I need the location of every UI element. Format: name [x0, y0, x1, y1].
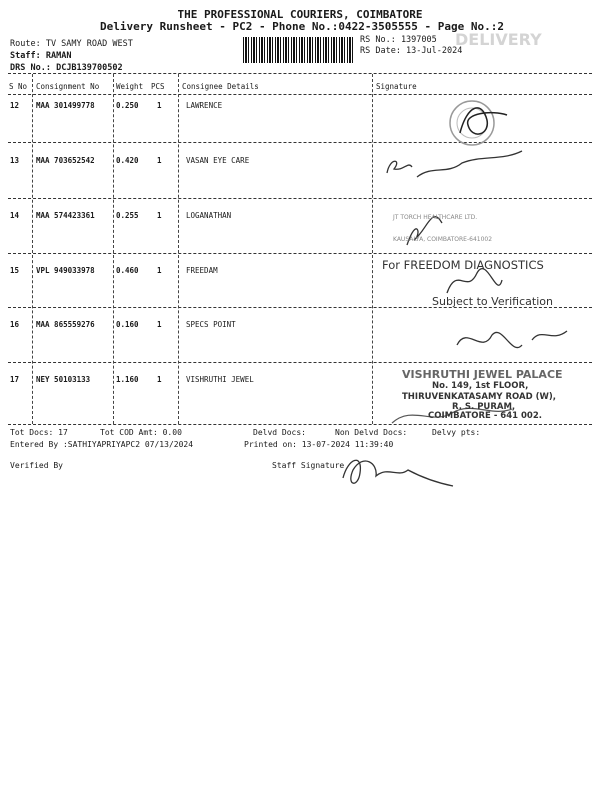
non-delvd-docs: Non Delvd Docs:: [335, 428, 408, 437]
col-header-consignment: Consignment No: [36, 82, 100, 91]
row-pcs: 1: [157, 266, 162, 275]
row-consignment: VPL 949033978: [36, 266, 95, 275]
row-sno: 17: [10, 375, 20, 384]
row-consignee: VASAN EYE CARE: [186, 156, 250, 165]
drs-label: DRS No.:: [10, 63, 51, 73]
row-consignment: MAA 301499778: [36, 101, 95, 110]
jewel-stamp-line: No. 149, 1st FLOOR,: [432, 381, 529, 391]
staff-value: RAMAN: [45, 51, 72, 61]
entered-by: Entered By :SATHIYAPRIYAPC2 07/13/2024: [10, 440, 194, 449]
runsheet-title: Delivery Runsheet - PC2 - Phone No.:0422-3505555 - Page No.:2: [100, 20, 504, 33]
signature-scribble: [460, 108, 507, 134]
row-pcs: 1: [157, 375, 162, 384]
row-consignee: SPECS POINT: [186, 320, 236, 329]
col-header-consignee: Consignee Details: [182, 82, 259, 91]
row-consignment: NEY 50103133: [36, 375, 91, 384]
column-divider: [32, 74, 33, 424]
staff-row: [10, 51, 71, 61]
column-divider: [113, 74, 114, 424]
row-sno: 13: [10, 156, 20, 165]
row-pcs: 1: [157, 156, 162, 165]
faint-stamp-line: KAUSALYA, COIMBATORE-641002: [393, 236, 493, 243]
jewel-stamp-line: THIRUVENKATASAMY ROAD (W),: [402, 392, 557, 402]
tot-docs: Tot Docs: 17: [10, 428, 68, 437]
company-title: THE PROFESSIONAL COURIERS, COIMBATORE: [177, 8, 423, 21]
jewel-stamp-title: VISHRUTHI JEWEL PALACE: [402, 368, 563, 381]
row-weight: 0.160: [116, 320, 139, 329]
row-consignee: FREEDAM: [186, 266, 218, 275]
header-top-rule: [8, 73, 592, 74]
row-consignee: LOGANATHAN: [186, 211, 232, 220]
row-weight: 0.250: [116, 101, 139, 110]
row-consignee: LAWRENCE: [186, 101, 223, 110]
freedom-stamp-title: For FREEDOM DIAGNOSTICS: [382, 258, 544, 272]
col-header-signature: Signature: [376, 82, 417, 91]
row-sno: 12: [10, 101, 20, 110]
row-weight: 1.160: [116, 375, 139, 384]
tot-cod-amt: Tot COD Amt: 0.00: [100, 428, 182, 437]
signature-scribble: [387, 151, 522, 177]
drs-row: [10, 63, 123, 73]
column-divider: [178, 74, 179, 424]
row-consignee: VISHRUTHI JEWEL: [186, 375, 254, 384]
jewel-stamp-line: COIMBATORE - 641 002.: [428, 411, 542, 421]
row-consignment: MAA 574423361: [36, 211, 95, 220]
row-pcs: 1: [157, 211, 162, 220]
verified-by: Verified By: [10, 461, 63, 470]
row-sno: 16: [10, 320, 20, 329]
col-header-pcs: PCS: [151, 82, 165, 91]
rs-number: RS No.: 1397005: [360, 35, 437, 45]
rs-date: RS Date: 13-Jul-2024: [360, 46, 463, 56]
staff-label: Staff:: [10, 51, 41, 61]
drs-value: DCJB139700502: [56, 63, 123, 73]
row-weight: 0.255: [116, 211, 139, 220]
row-sno: 14: [10, 211, 20, 220]
staff-signature-label: Staff Signature: [272, 461, 345, 470]
row-pcs: 1: [157, 320, 162, 329]
signature-scribble: [457, 331, 567, 348]
barcode: [243, 37, 355, 63]
route-text: Route: TV SAMY ROAD WEST: [10, 39, 133, 49]
row-consignment: MAA 703652542: [36, 156, 95, 165]
row-weight: 0.460: [116, 266, 139, 275]
row-sno: 15: [10, 266, 20, 275]
row-pcs: 1: [157, 101, 162, 110]
jewel-stamp-line: R. S. PURAM,: [452, 402, 516, 412]
col-header-sno: S No: [9, 82, 28, 91]
delvd-docs: Delvd Docs:: [253, 428, 306, 437]
col-header-weight: Weight: [116, 82, 144, 91]
row-weight: 0.420: [116, 156, 139, 165]
freedom-stamp-subtitle: Subject to Verification: [432, 295, 553, 308]
ghost-stamp: DELIVERY: [455, 30, 542, 49]
row-consignment: MAA 865559276: [36, 320, 95, 329]
delvy-pts: Delvy pts:: [432, 428, 481, 437]
faint-stamp-line: JT TORCH HEALTHCARE LTD.: [393, 214, 478, 221]
signature-scribble: [447, 269, 502, 293]
printed-on: Printed on: 13-07-2024 11:39:40: [244, 440, 394, 449]
staff-signature-scribble: [338, 448, 458, 493]
